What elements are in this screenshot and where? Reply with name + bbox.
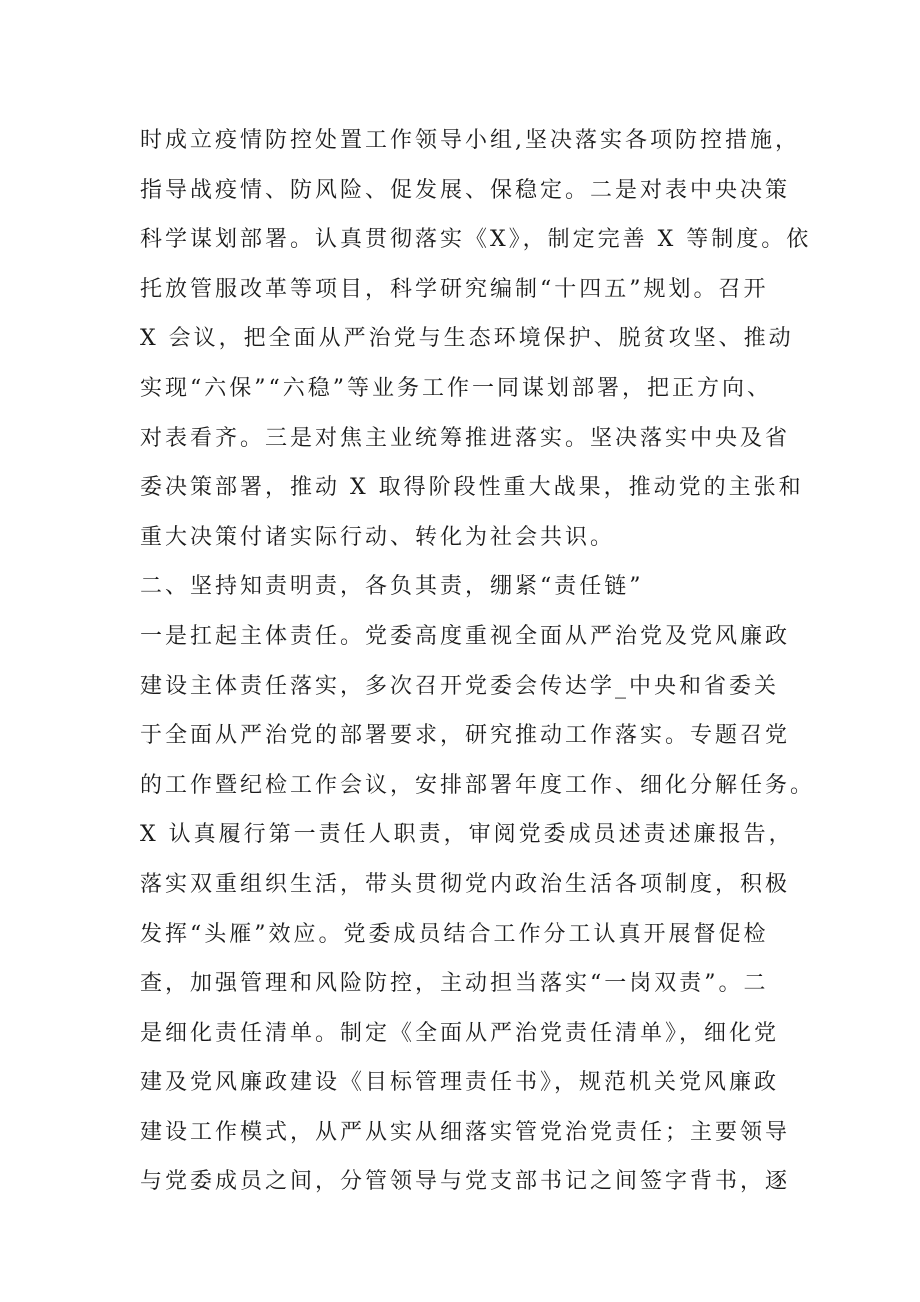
- text-line: 查，加强管理和风险防控，主动担当落实“一岗双责”。二: [140, 971, 769, 997]
- body-text: [140, 116, 820, 1207]
- text-line: X 会议，把全面从严治党与生态环境保护、脱贫攻坚、推动: [140, 326, 794, 352]
- text-line: 托放管服改革等项目，科学研究编制“十四五”规划。召开: [140, 276, 769, 302]
- text-line: 建设工作模式，从严从实从细落实管党治党责任；主要领导: [140, 1119, 791, 1145]
- section-heading: 二、坚持知责明责，各负其责，绷紧“责任链”: [140, 574, 644, 600]
- text-line: 发挥“头雁”效应。党委成员结合工作分工认真开展督促检: [140, 921, 769, 947]
- text-line: 实现“六保”“六稳”等业务工作一同谋划部署，把正方向、: [140, 375, 772, 401]
- text-line: 指导战疫情、防风险、促发展、保稳定。二是对表中央决策: [140, 177, 791, 203]
- text-line: X 认真履行第一责任人职责，审阅党委成员述责述廉报告，: [140, 822, 794, 848]
- text-line: 一是扛起主体责任。党委高度重视全面从严治党及党风廉政: [140, 623, 791, 649]
- text-line: 是细化责任清单。制定《全面从严治党责任清单》，细化党: [140, 1020, 780, 1046]
- text-line: 于全面从严治党的部署要求，研究推动工作落实。专题召党: [140, 723, 791, 749]
- text-line: 建设主体责任落实，多次召开党委会传达学_中央和省委关: [140, 673, 780, 699]
- text-line: 科学谋划部署。认真贯彻落实《X》，制定完善 X 等制度。依: [140, 227, 812, 253]
- text-line: 落实双重组织生活，带头贯彻党内政治生活各项制度，积极: [140, 871, 791, 897]
- text-line: 委决策部署，推动 X 取得阶段性重大战果，推动党的主张和: [140, 475, 804, 501]
- text-line: 时成立疫情防控处置工作领导小组,坚决落实各项防控措施，: [140, 128, 800, 153]
- text-line: 对表看齐。三是对焦主业统筹推进落实。坚决落实中央及省: [140, 425, 791, 451]
- text-line: 与党委成员之间，分管领导与党支部书记之间签字背书，逐: [140, 1169, 791, 1195]
- text-line: 建及党风廉政建设《目标管理责任书》，规范机关党风廉政: [140, 1070, 780, 1096]
- text-line: 的工作暨纪检工作会议，安排部署年度工作、细化分解任务。: [140, 772, 816, 798]
- text-line: 重大决策付诸实际行动、转化为社会共识。: [140, 524, 616, 550]
